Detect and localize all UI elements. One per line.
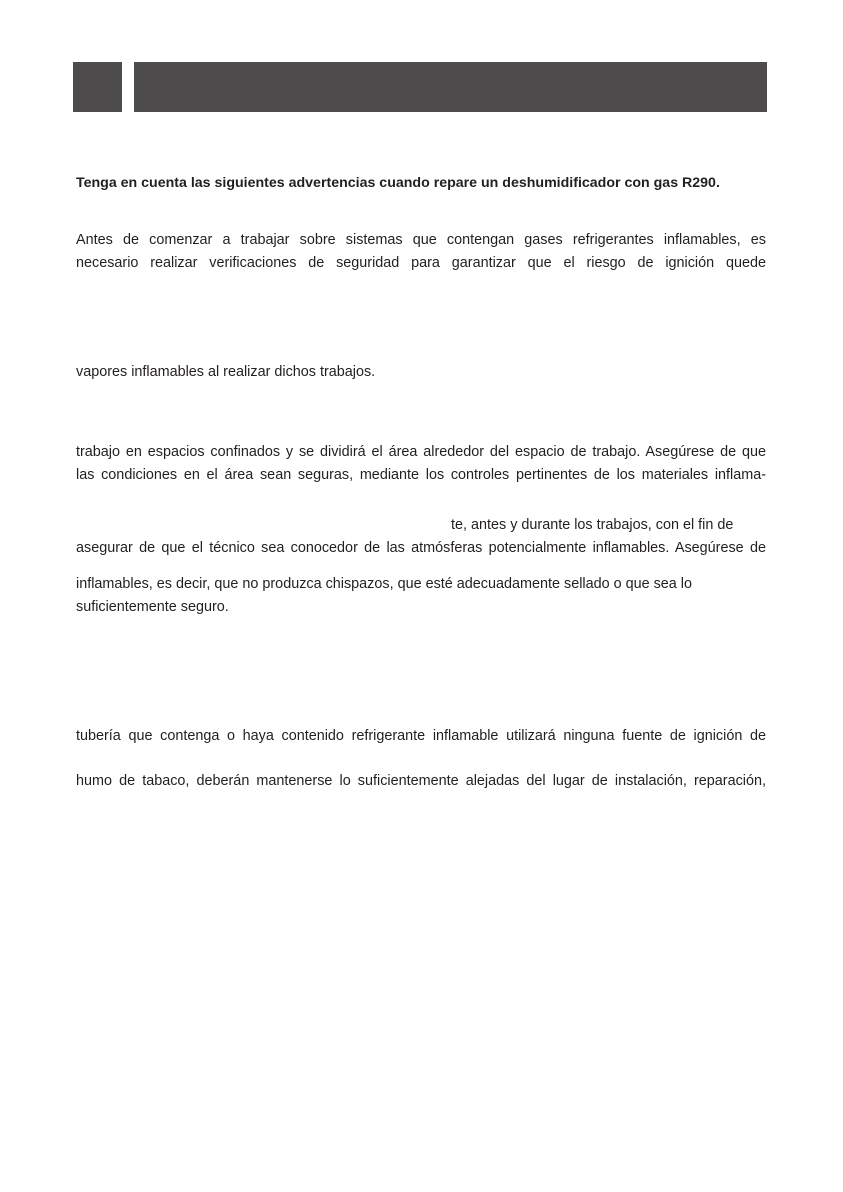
- body-line-9: suficientemente seguro.: [76, 599, 229, 615]
- body-line-10: tubería que contenga o haya contenido refrigerante inflamable utilizará ninguna fuente de ignición de: [76, 728, 766, 744]
- warning-heading: Tenga en cuenta las siguientes advertencias cuando repare un deshumidificador con gas R290.: [76, 175, 720, 191]
- body-line-5: las condiciones en el área sean seguras, mediante los controles pertinentes de los materiales inflama-: [76, 467, 766, 483]
- body-line-11: humo de tabaco, deberán mantenerse lo suficientemente alejadas del lugar de instalación, reparación,: [76, 773, 766, 789]
- body-line-7: asegurar de que el técnico sea conocedor de las atmósferas potencialmente inflamables. Asegúrese de: [76, 540, 766, 556]
- body-line-1: Antes de comenzar a trabajar sobre sistemas que contengan gases refrigerantes inflamables, es: [76, 232, 766, 248]
- section-number-box: [73, 62, 122, 112]
- body-line-8: inflamables, es decir, que no produzca chispazos, que esté adecuadamente sellado o que sea lo: [76, 576, 693, 592]
- section-title-bar: [134, 62, 767, 112]
- body-line-6: te, antes y durante los trabajos, con el fin de: [451, 517, 734, 533]
- body-line-3: vapores inflamables al realizar dichos trabajos.: [76, 364, 376, 380]
- body-line-4: trabajo en espacios confinados y se dividirá el área alrededor del espacio de trabajo. Asegúrese de que: [76, 444, 766, 460]
- body-line-2: necesario realizar verificaciones de seguridad para garantizar que el riesgo de ignición quede: [76, 255, 766, 271]
